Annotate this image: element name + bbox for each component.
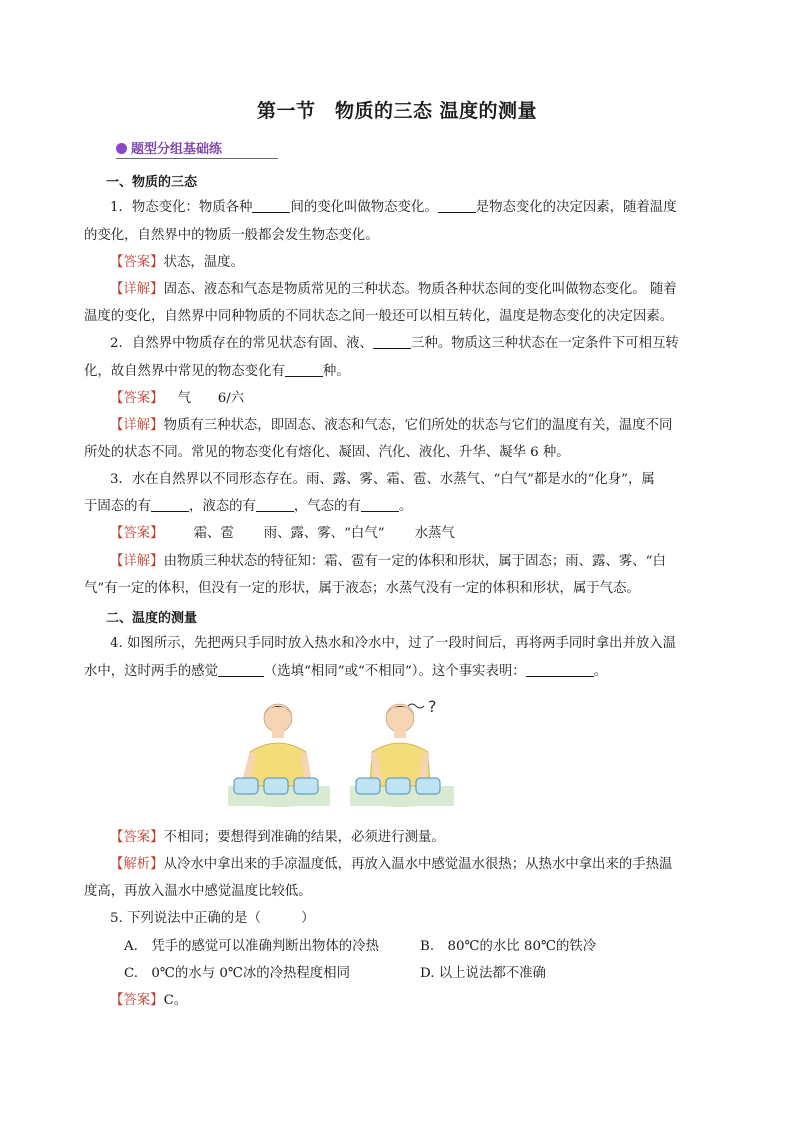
q1-text-b: 间的变化叫做物态变化。 bbox=[290, 200, 438, 215]
q4-text-c: 。 bbox=[593, 664, 608, 679]
hands-in-water-illustration bbox=[228, 694, 454, 812]
q1-text-a: 1．物态变化：物质各种 bbox=[110, 200, 253, 215]
q2-line-1 bbox=[110, 334, 679, 354]
q3-line-1: 3．水在自然界以不同形态存在。雨、露、雾、霜、雹、水蒸气、“白气”都是水的“化身”，属 bbox=[110, 472, 655, 487]
q1-line-2: 的变化，自然界中的物质一般都会发生物态变化。 bbox=[84, 228, 379, 243]
section-badge bbox=[116, 138, 278, 159]
q5-stem: 5. 下列说法中正确的是（ ） bbox=[110, 911, 315, 926]
answer-tag: 【答案】 bbox=[110, 255, 164, 270]
q5-option-b: B. 80℃的水比 80℃的铁冷 bbox=[420, 939, 597, 954]
q2-detail-1 bbox=[110, 416, 672, 436]
section-badge-label: 题型分组基础练 bbox=[131, 142, 223, 157]
left-scene bbox=[228, 704, 330, 807]
q5-option-d: D. 以上说法都不准确 bbox=[420, 966, 546, 981]
head-left bbox=[264, 704, 292, 732]
neck-left bbox=[272, 730, 284, 738]
q3-detail-1 bbox=[110, 552, 666, 572]
q1-answer bbox=[110, 253, 244, 273]
basin-warm bbox=[386, 778, 410, 794]
q4-detail-2: 度高，再放入温水中感觉温度比较低。 bbox=[84, 884, 312, 899]
q2-blank-1 bbox=[373, 334, 411, 349]
water-basins-right bbox=[356, 778, 440, 794]
q3-blank-3 bbox=[361, 497, 399, 512]
question-mark-icon: ? bbox=[428, 697, 437, 716]
q4-line-2 bbox=[84, 662, 607, 682]
q3-line-2 bbox=[84, 497, 412, 517]
q3-detail-text-1: 由物质三种状态的特征知：霜、雹有一定的体积和形状，属于固态；雨、露、雾、“白 bbox=[163, 554, 666, 569]
q3-answer-3: 水蒸气 bbox=[414, 526, 455, 541]
basin-hot bbox=[356, 778, 380, 794]
q2-detail-text-1: 物质有三种状态，即固态、液态和气态，它们所处的状态与它们的温度有关，温度不同 bbox=[163, 418, 673, 433]
q1-answer-text: 状态，温度。 bbox=[163, 255, 244, 270]
basin-hot bbox=[234, 778, 258, 794]
q3-text-c: ，气态的有 bbox=[293, 499, 361, 514]
confusion-squiggle-icon bbox=[408, 704, 424, 708]
q3-text-b: ，液态的有 bbox=[188, 499, 256, 514]
q4-answer-text: 不相同；要想得到准确的结果，必须进行测量。 bbox=[163, 830, 445, 845]
arm-right-2 bbox=[422, 756, 426, 780]
page-title: 第一节 物质的三态 温度的测量 bbox=[256, 100, 538, 122]
bullet-dot-icon bbox=[116, 143, 127, 154]
answer-tag: 【答案】 bbox=[110, 993, 164, 1008]
analysis-tag: 【解析】 bbox=[110, 857, 164, 872]
arm-left-2 bbox=[304, 756, 308, 780]
q4-blank-2 bbox=[526, 662, 594, 677]
section-heading-2: 二、温度的测量 bbox=[106, 611, 198, 626]
q2-text-c: 化，故自然界中常见的物态变化有 bbox=[84, 364, 285, 379]
q1-detail-text-1: 固态、液态和气态是物质常见的三种状态。物质各种状态间的变化叫做物态变化。 随着 bbox=[163, 282, 677, 297]
basin-warm bbox=[264, 778, 288, 794]
q5-option-c: C. 0℃的水与 0℃冰的冷热程度相同 bbox=[124, 966, 350, 981]
detail-tag: 【详解】 bbox=[110, 418, 164, 433]
answer-tag: 【答案】 bbox=[110, 391, 164, 406]
q4-blank-1 bbox=[218, 662, 264, 677]
q3-text-a: 于固态的有 bbox=[84, 499, 151, 514]
water-basins-left bbox=[234, 778, 318, 794]
basin-cold bbox=[294, 778, 318, 794]
q5-answer bbox=[110, 991, 187, 1011]
q1-detail-2: 温度的变化，自然界中同种物质的不同状态之间一般还可以相互转化，温度是物态变化的决定因素。 bbox=[84, 309, 674, 324]
q5-answer-text: C。 bbox=[163, 993, 188, 1008]
q1-line-1 bbox=[110, 198, 677, 218]
q4-text-b: （选填“相同”或“不相同”）。这个事实表明： bbox=[263, 664, 526, 679]
q4-detail-1 bbox=[110, 855, 672, 875]
q4-line-1: 4. 如图所示，先把两只手同时放入热水和冷水中，过了一段时间后，再将两手同时拿出并放入温 bbox=[110, 636, 677, 651]
q1-blank-1 bbox=[252, 198, 290, 213]
detail-tag: 【详解】 bbox=[110, 554, 164, 569]
q4-text-a: 水中，这时两手的感觉 bbox=[84, 664, 218, 679]
detail-tag: 【详解】 bbox=[110, 282, 164, 297]
q1-detail-1 bbox=[110, 280, 677, 300]
q3-answer-1: 霜、雹 bbox=[193, 526, 234, 541]
q2-text-a: 2．自然界中物质存在的常见状态有固、液、 bbox=[110, 336, 373, 351]
q1-blank-2 bbox=[438, 198, 476, 213]
q2-blank-2 bbox=[285, 362, 323, 377]
arm-right-1 bbox=[374, 756, 378, 780]
q2-text-b: 三种。物质这三种状态在一定条件下可相互转 bbox=[410, 336, 679, 351]
answer-tag: 【答案】 bbox=[110, 830, 164, 845]
right-scene bbox=[350, 697, 454, 807]
q3-detail-2: 气”有一定的体积，但没有一定的形状，属于液态；水蒸气没有一定的体积和形状，属于气态。 bbox=[84, 581, 640, 596]
q3-text-d: 。 bbox=[398, 499, 413, 514]
q2-answer-text: 气 6/六 bbox=[177, 391, 245, 406]
q3-answer-2: 雨、露、雾、“白气” bbox=[263, 526, 385, 541]
q1-text-c: 是物态变化的决定因素，随着温度 bbox=[475, 200, 677, 215]
q4-detail-text-1: 从冷水中拿出来的手凉温度低，再放入温水中感觉温水很热；从热水中拿出来的手热温 bbox=[163, 857, 673, 872]
answer-tag: 【答案】 bbox=[110, 526, 164, 541]
q2-text-d: 种。 bbox=[322, 364, 350, 379]
q3-answer bbox=[110, 524, 455, 544]
basin-cold bbox=[416, 778, 440, 794]
neck-right bbox=[394, 730, 406, 738]
q2-answer bbox=[110, 389, 244, 409]
head-right bbox=[386, 704, 414, 732]
q5-option-a: A. 凭手的感觉可以准确判断出物体的冷热 bbox=[124, 939, 379, 954]
q2-detail-2: 所处的状态不同。常见的物态变化有熔化、凝固、汽化、液化、升华、凝华 6 种。 bbox=[84, 445, 570, 460]
section-heading-1: 一、物质的三态 bbox=[106, 175, 198, 190]
q2-line-2 bbox=[84, 362, 350, 382]
q4-answer bbox=[110, 828, 445, 848]
q3-blank-1 bbox=[151, 497, 189, 512]
q3-blank-2 bbox=[256, 497, 294, 512]
